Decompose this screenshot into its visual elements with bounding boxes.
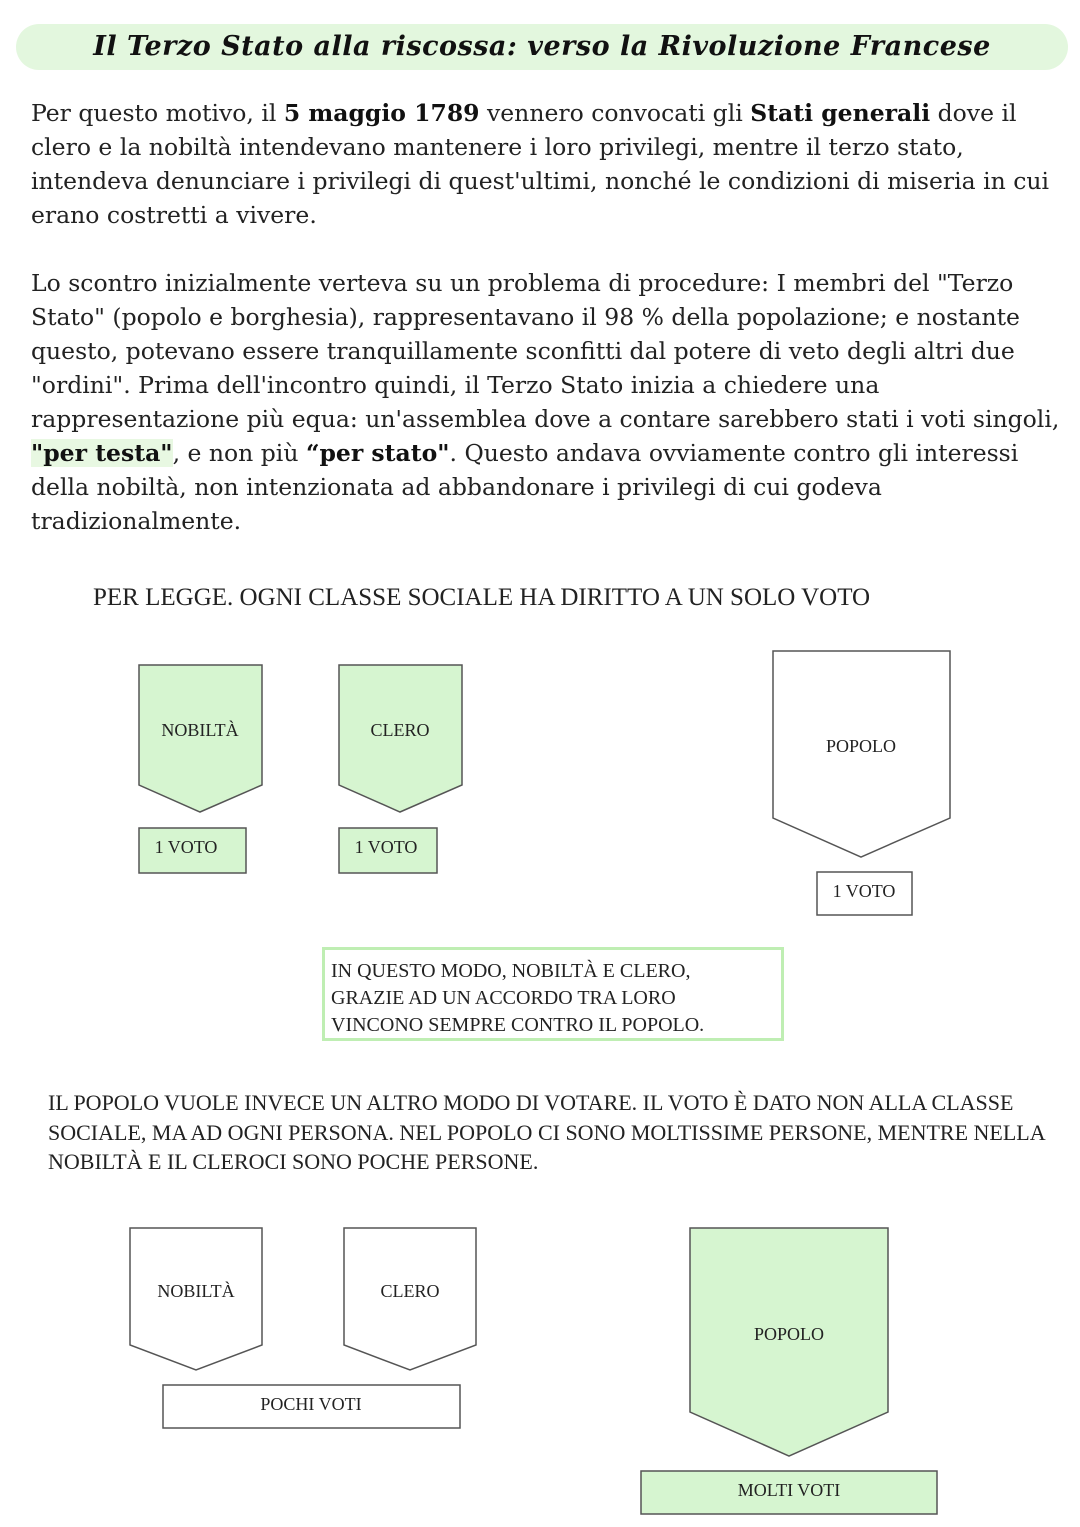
clero-label-1: CLERO <box>370 720 430 740</box>
clero-label-2: CLERO <box>380 1281 440 1301</box>
nobilta-label-2: NOBILTÀ <box>157 1281 235 1301</box>
paragraph1-text-3: dove il clero e la nobiltà intendevano mantenere i loro privilegi, mentre il terzo stato, intendeva denunciare i privilegi di quest'ultimi, nonché le condizioni di miseria in cui erano costretti a vivere. <box>31 99 1050 229</box>
note-line-1: IN QUESTO MODO, NOBILTÀ E CLERO, <box>331 960 691 982</box>
paragraph2-text-3: . Questo andava ovviamente contro gli interessi della nobiltà, non intenzionata ad abbandonare i privilegi di cui godeva tradizionalmente. <box>31 439 1019 535</box>
pochi-voti-label: POCHI VOTI <box>260 1394 362 1414</box>
paragraph2-text-1: Lo scontro inizialmente verteva su un problema di procedure: I membri del "Terzo Stato" (popolo e borghesia), rappresentavano il 98 % della popolazione; e nostante questo, potevano essere tranquillamente sconfitti dal potere di veto degli altri due "ordini". Prima dell'incontro quindi, il Terzo Stato inizia a chiedere una rappresentazione più equa: un'assemblea dove a contare sarebbero stati i voti singoli, <box>31 269 1060 433</box>
popolo-vote-label: 1 VOTO <box>832 881 896 901</box>
law-statement: PER LEGGE. OGNI CLASSE SOCIALE HA DIRITTO A UN SOLO VOTO <box>93 584 871 611</box>
clero-vote-label: 1 VOTO <box>354 837 418 857</box>
paragraph1-text-2: vennero convocati gli <box>479 99 751 127</box>
popolo-label-2: POPOLO <box>753 1324 825 1344</box>
per-testa-bold: "per testa" <box>31 439 173 467</box>
page-title: Il Terzo Stato alla riscossa: verso la Rivoluzione Francese <box>93 31 991 62</box>
date-bold: 5 maggio 1789 <box>283 99 480 127</box>
nobilta-label-1: NOBILTÀ <box>161 720 239 740</box>
note-line-3: VINCONO SEMPRE CONTRO IL POPOLO. <box>331 1014 705 1036</box>
stati-generali-bold: Stati generali <box>750 99 931 127</box>
note-line-2: GRAZIE AD UN ACCORDO TRA LORO <box>331 987 676 1009</box>
nobilta-vote-label: 1 VOTO <box>154 837 218 857</box>
paragraph2-text-2: , e non più <box>172 439 306 467</box>
per-stato-bold: “per stato" <box>305 439 450 467</box>
molti-voti-label: MOLTI VOTI <box>737 1480 841 1500</box>
paragraph1-text-1: Per questo motivo, il <box>31 99 284 127</box>
popolo-label-1: POPOLO <box>825 736 897 756</box>
note-box <box>322 947 784 1041</box>
people-statement: IL POPOLO VUOLE INVECE UN ALTRO MODO DI VOTARE. IL VOTO È DATO NON ALLA CLASSE SOCIALE, MA AD OGNI PERSONA. NEL POPOLO CI SONO MOLTISSIME PERSONE, MENTRE NELLA NOBILTÀ E IL CLEROCI SONO POCHE PERSONE. <box>48 1090 1045 1174</box>
